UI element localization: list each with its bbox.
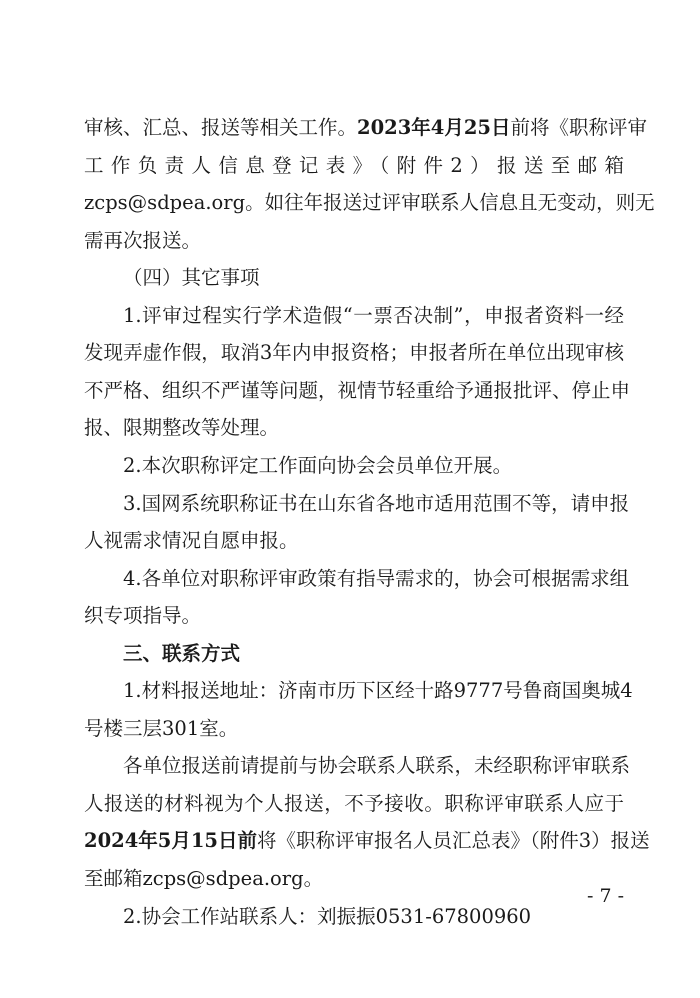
item-3-line: 人视需求情况自愿申报。 xyxy=(84,529,299,553)
para-line: 需再次报送。 xyxy=(84,228,202,252)
contact-1-line: 1.材料报送地址：济南市历下区经十路9777号鲁商国奥城4 xyxy=(123,679,633,703)
item-2-line: 2.本次职称评定工作面向协会会员单位开展。 xyxy=(123,453,513,477)
note-line xyxy=(84,826,650,856)
deadline-bold: 2023年4月25日 xyxy=(357,116,511,139)
item-4-line: 4.各单位对职称评审政策有指导需求的，协会可根据需求组 xyxy=(123,566,630,590)
item-3-line: 3.国网系统职称证书在山东省各地市适用范围不等，请申报 xyxy=(123,491,630,515)
section-heading-contact: 三、联系方式 xyxy=(123,641,241,665)
item-1-line: 报、限期整改等处理。 xyxy=(84,416,280,440)
item-1-line: 1.评审过程实行学术造假“一票否决制”，申报者资料一经 xyxy=(123,303,624,327)
contact-2-line: 2.协会工作站联系人：刘振振0531-67800960 xyxy=(123,904,532,928)
para-line: 工作负责人信息登记表》（附件2）报送至邮箱 xyxy=(84,153,624,177)
note-line: 人报送的材料视为个人报送，不予接收。职称评审联系人应于 xyxy=(84,791,624,815)
contact-1-line: 号楼三层301室。 xyxy=(84,716,239,740)
item-1-line: 不严格、组织不严谨等问题，视情节轻重给予通报批评、停止申 xyxy=(84,378,631,402)
para-line xyxy=(84,113,648,143)
text-run: 将《职称评审报名人员汇总表》（附件3）报送 xyxy=(256,829,650,853)
note-line: 各单位报送前请提前与协会联系人联系，未经职称评审联系 xyxy=(123,754,631,778)
para-line: zcps@sdpea.org。如往年报送过评审联系人信息且无变动，则无 xyxy=(84,191,655,215)
item-1-line: 发现弄虚作假，取消3年内申报资格；申报者所在单位出现审核 xyxy=(84,341,624,365)
section-heading-other-matters: （四）其它事项 xyxy=(123,266,260,290)
note-line: 至邮箱zcps@sdpea.org。 xyxy=(84,867,324,890)
text-run: 前将《职称评审 xyxy=(510,116,648,139)
item-4-line: 织专项指导。 xyxy=(84,604,202,628)
deadline-bold: 2024年5月15日前 xyxy=(84,829,257,853)
page-number: - 7 - xyxy=(586,885,624,907)
text-run: 审核、汇总、报送等相关工作。 xyxy=(84,116,358,139)
